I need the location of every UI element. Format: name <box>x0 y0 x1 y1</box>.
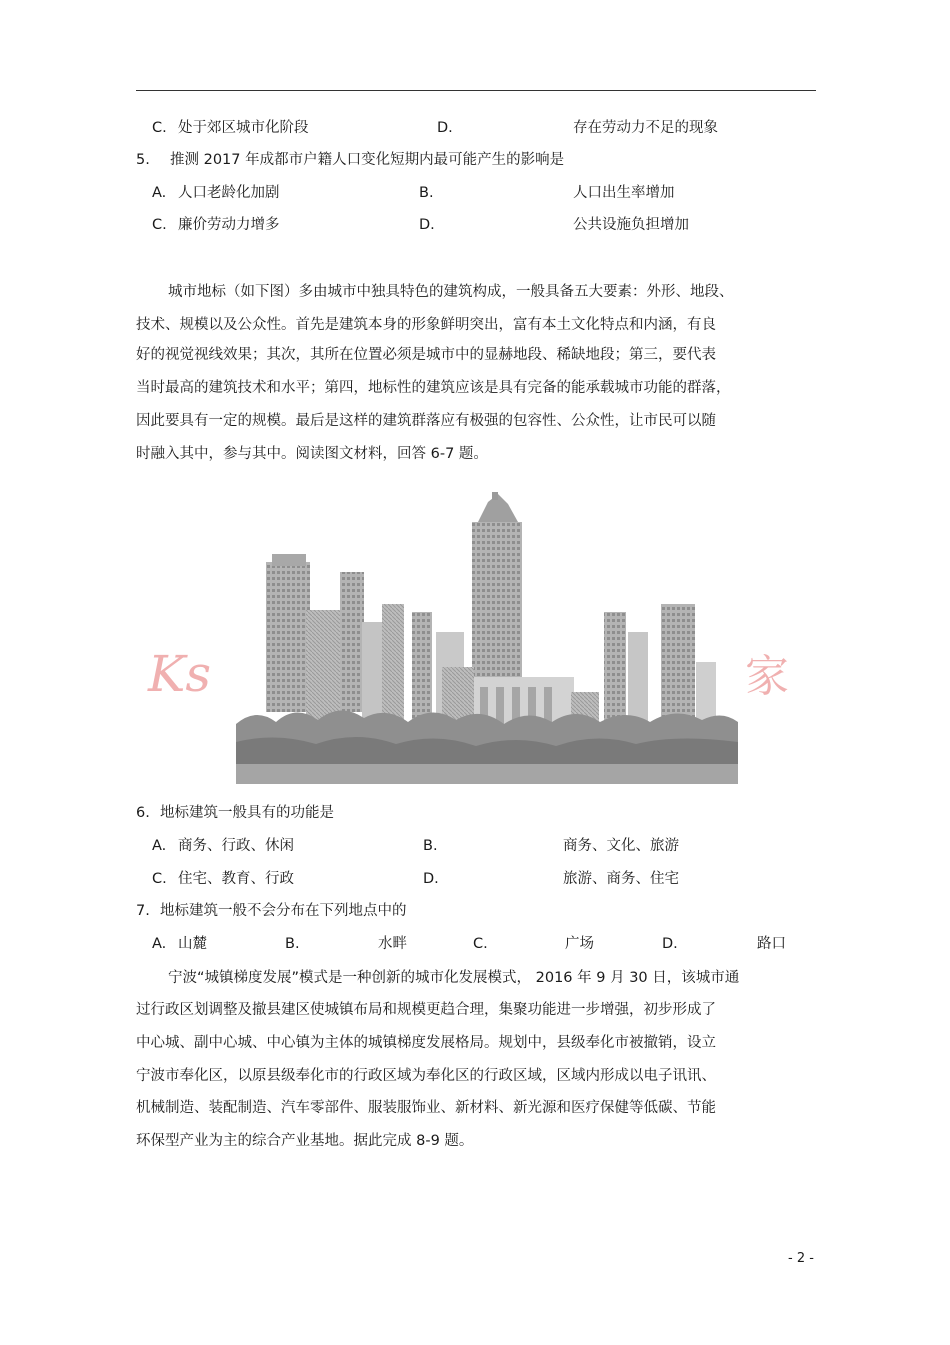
q4-option-c-label: C. <box>152 120 167 136</box>
q6-option-a-label: A. <box>152 838 167 854</box>
page-number: - 2 - <box>788 1251 814 1266</box>
passage2-line: 过行政区划调整及撤县建区使城镇布局和规模更趋合理，集聚功能进一步增强，初步形成了 <box>136 1002 716 1018</box>
q6-option-d-label: D. <box>423 871 439 887</box>
q6-stem: 地标建筑一般具有的功能是 <box>160 805 334 821</box>
q6-option-c-label: C. <box>152 871 167 887</box>
passage1-line: 因此要具有一定的规模。最后是这样的建筑群落应有极强的包容性、公众性，让市民可以随 <box>136 413 716 429</box>
passage2-line: 宁波市奉化区，以原县级奉化市的行政区域为奉化区的行政区域，区域内形成以电子讯讯、 <box>136 1068 716 1084</box>
passage2-line: 机械制造、装配制造、汽车零部件、服装服饰业、新材料、新光源和医疗保健等低碳、节能 <box>136 1100 716 1116</box>
q7-option-c-text: 广场 <box>565 936 594 952</box>
q6-option-b-label: B. <box>423 838 438 854</box>
q7-number: 7. <box>136 903 150 919</box>
q6-option-b-text: 商务、文化、旅游 <box>563 838 679 854</box>
q4-option-d-text: 存在劳动力不足的现象 <box>573 120 718 136</box>
q5-stem: 推测 2017 年成都市户籍人口变化短期内最可能产生的影响是 <box>170 152 565 168</box>
header-rule <box>136 90 816 91</box>
q5-option-a-text: 人口老龄化加剧 <box>178 185 280 201</box>
q5-number: 5. <box>136 152 150 168</box>
passage1-line: 技术、规模以及公众性。首先是建筑本身的形象鲜明突出，富有本土文化特点和内涵，有良 <box>136 317 716 333</box>
passage2-line: 中心城、副中心城、中心镇为主体的城镇梯度发展格局。规划中，县级奉化市被撤销，设立 <box>136 1035 716 1051</box>
q7-stem: 地标建筑一般不会分布在下列地点中的 <box>160 903 407 919</box>
watermark-left-text: Ks <box>148 645 212 703</box>
q7-option-a-label: A. <box>152 936 167 952</box>
passage1-line: 时融入其中，参与其中。阅读图文材料，回答 6-7 题。 <box>136 446 488 462</box>
passage2-line: 宁波“城镇梯度发展”模式是一种创新的城市化发展模式， 2016 年 9 月 30 日，该城市通 <box>168 970 740 986</box>
q6-option-a-text: 商务、行政、休闲 <box>178 838 294 854</box>
q6-option-c-text: 住宅、教育、行政 <box>178 871 294 887</box>
q7-option-d-label: D. <box>662 936 678 952</box>
q5-option-b-label: B. <box>419 185 434 201</box>
q5-option-c-text: 廉价劳动力增多 <box>178 217 280 233</box>
q7-option-c-label: C. <box>473 936 488 952</box>
city-landmark-photo <box>236 492 738 784</box>
q5-option-a-label: A. <box>152 185 167 201</box>
passage1-line: 当时最高的建筑技术和水平；第四，地标性的建筑应该是具有完备的能承载城市功能的群落， <box>136 380 731 396</box>
passage1-line: 城市地标（如下图）多由城市中独具特色的建筑构成，一般具备五大要素：外形、地段、 <box>168 284 734 300</box>
q5-option-c-label: C. <box>152 217 167 233</box>
q4-option-d-label: D. <box>437 120 453 136</box>
watermark-right-text: 家 <box>745 651 789 702</box>
q5-option-d-text: 公共设施负担增加 <box>573 217 689 233</box>
passage1-line: 好的视觉视线效果；其次，其所在位置必须是城市中的显赫地段、稀缺地段；第三，要代表 <box>136 347 716 363</box>
passage2-line: 环保型产业为主的综合产业基地。据此完成 8-9 题。 <box>136 1133 474 1149</box>
q5-option-d-label: D. <box>419 217 435 233</box>
q7-option-b-label: B. <box>285 936 300 952</box>
q4-option-c-text: 处于郊区城市化阶段 <box>178 120 309 136</box>
q6-number: 6. <box>136 805 150 821</box>
q7-option-b-text: 水畔 <box>378 936 407 952</box>
q7-option-a-text: 山麓 <box>178 936 207 952</box>
q7-option-d-text: 路口 <box>757 936 786 952</box>
q5-option-b-text: 人口出生率增加 <box>573 185 675 201</box>
q6-option-d-text: 旅游、商务、住宅 <box>563 871 679 887</box>
